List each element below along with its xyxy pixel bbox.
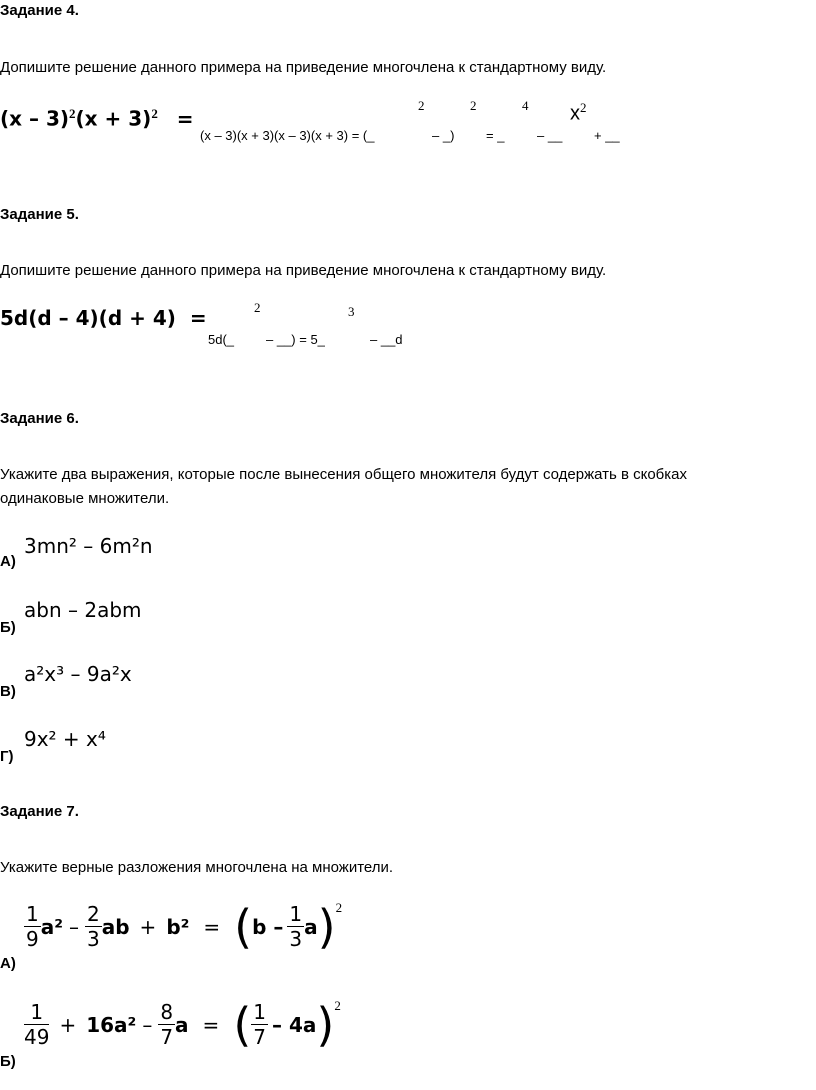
- task5-heading: Задание 5.: [0, 206, 79, 223]
- task5-steps-b: – __) = 5_: [266, 332, 325, 347]
- task6-option-c-expr: a²x³ – 9a²x: [24, 662, 132, 686]
- task4-step-minus: – _): [432, 128, 455, 143]
- task5-expression: 5d(d – 4)(d + 4) =: [0, 306, 207, 330]
- task4-sup-1: 2: [418, 98, 425, 113]
- task5-steps-c: – __d: [370, 332, 403, 347]
- task6-option-a-expr: 3mn² – 6m²n: [24, 534, 153, 558]
- task4-x-term: $x^2$: [570, 100, 587, 125]
- task5-instruction: Допишите решение данного примера на приведение многочлена к стандартному виду.: [0, 262, 607, 279]
- task6-option-c-label: В): [0, 683, 16, 700]
- task6-option-b-expr: abn – 2abm: [24, 598, 142, 622]
- task6-instruction-line1: Укажите два выражения, которые после вынесения общего множителя будут содержать в скобках: [0, 466, 688, 483]
- task7-option-b-expr: $\frac{1}{49}$ + 16a² – $\frac{8}{7}$ a = ( $\frac{1}{7}$ – 4a ) 2: [24, 997, 341, 1052]
- task4-step-eq: = _: [486, 128, 505, 143]
- task5-sup-1: 2: [254, 300, 261, 315]
- task6-option-d-label: Г): [0, 748, 14, 765]
- task5-sup-2: 3: [348, 304, 355, 319]
- task4-step-minus2: – __: [537, 128, 563, 143]
- task4-instruction: Допишите решение данного примера на приведение многочлена к стандартному виду.: [0, 59, 607, 76]
- task6-heading: Задание 6.: [0, 410, 79, 427]
- task6-option-b-label: Б): [0, 619, 16, 636]
- task4-expression: $(x - 3)^2(x + 3)^2$ =: [0, 106, 194, 131]
- task7-option-a-label: А): [0, 955, 16, 972]
- task4-sup-3: 4: [522, 98, 529, 113]
- task4-step-plus: + __: [594, 128, 620, 143]
- task4-steps: (x – 3)(x + 3)(x – 3)(x + 3) = (_: [200, 128, 375, 143]
- task7-option-a-expr: $\frac{1}{9}$ a² – $\frac{2}{3}$ ab + b² = ( b – $\frac{1}{3}$ a ) 2: [26, 899, 343, 954]
- task6-option-d-expr: 9x² + x⁴: [24, 727, 106, 751]
- task7-option-b-label: Б): [0, 1053, 16, 1070]
- task4-sup-2: 2: [470, 98, 477, 113]
- task7-heading: Задание 7.: [0, 803, 79, 820]
- task6-instruction-line2: одинаковые множители.: [0, 490, 170, 507]
- task5-steps-a: 5d(_: [208, 332, 235, 347]
- task7-instruction: Укажите верные разложения многочлена на множители.: [0, 859, 394, 876]
- task6-option-a-label: А): [0, 553, 16, 570]
- task4-heading: Задание 4.: [0, 2, 79, 19]
